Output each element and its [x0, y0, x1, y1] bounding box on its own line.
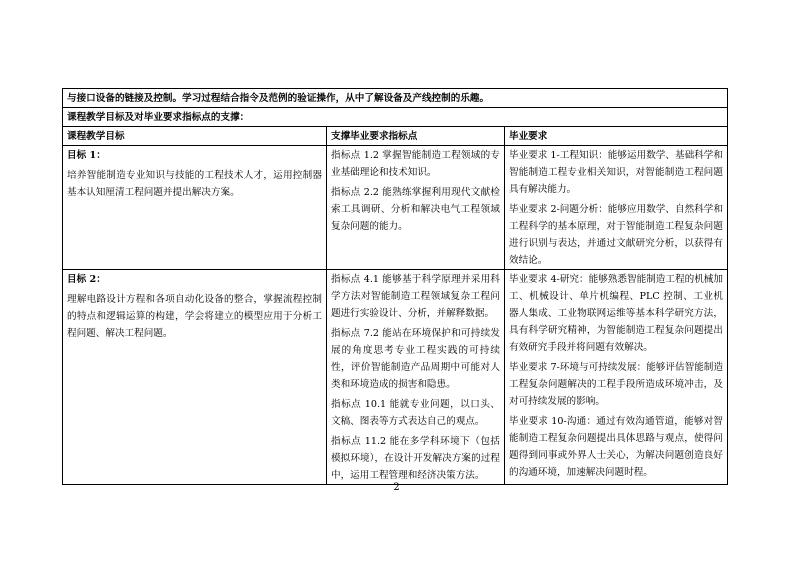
intro-row — [63, 89, 728, 108]
intro-text: 与接口设备的链接及控制。学习过程结合指令及范例的验证操作，从中了解设备及产线控制的乐趣。 — [63, 89, 728, 108]
header-goal: 课程教学目标 — [63, 127, 327, 146]
header-indicator: 支撑毕业要求指标点 — [327, 127, 505, 146]
section-title-row — [63, 108, 728, 127]
goal-text: 培养智能制造专业知识与技能的工程技术人才，运用控制器基本认知厘清工程问题并提出解决方案。 — [67, 170, 322, 198]
indicator-cell — [327, 146, 505, 270]
table-row — [63, 270, 728, 485]
page-number: 2 — [393, 482, 400, 493]
requirement-text: 毕业要求 2-问题分析：能够应用数学、自然科学和工程科学的基本原理，对于智能制造工程复杂问题进行识别与表达，并通过文献研究分析，以获得有效结论。 — [509, 204, 724, 266]
requirement-text: 毕业要求 7-环境与可持续发展：能够评估智能制造工程复杂问题解决的工程手段所造成环境冲击，及对可持续发展的影响。 — [509, 362, 724, 407]
indicator-text: 指标点 1.2 掌握智能制造工程领域的专业基础理论和技术知识。 — [331, 150, 500, 178]
indicator-text: 指标点 4.1 能够基于科学原理并采用科学方法对智能制造工程领域复杂工程问题进行实验设计、分析，并解释数据。 — [331, 274, 500, 319]
indicator-cell — [327, 270, 505, 485]
goal-title: 目标 1： — [67, 150, 106, 161]
indicator-text: 指标点 7.2 能站在环境保护和可持续发展的角度思考专业工程实践的可持续性，评价智能制造产品周期中可能对人类和环境造成的损害和隐患。 — [331, 328, 500, 390]
header-requirement: 毕业要求 — [505, 127, 728, 146]
table-header-row — [63, 127, 728, 146]
goal-text: 理解电路设计方程和各项自动化设备的整合，掌握流程控制的特点和逻辑运算的构建，学会将建立的模型应用于分析工程问题、解决工程问题。 — [67, 294, 322, 339]
requirement-cell — [505, 270, 728, 485]
goal-cell — [63, 270, 327, 485]
requirement-text: 毕业要求 10-沟通：通过有效沟通管道，能够对智能制造工程复杂问题提出具体思路与观点，使得问题得到同事或外界人士关心，为解决问题创造良好的沟通环境，加速解决问题时程。 — [509, 416, 724, 478]
indicator-text: 指标点 10.1 能就专业问题，以口头、文稿、图表等方式表达自己的观点。 — [331, 399, 500, 427]
indicator-text: 指标点 11.2 能在多学科环境下（包括模拟环境），在设计开发解决方案的过程中，运用工程管理和经济决策方法。 — [331, 436, 500, 481]
goal-cell — [63, 146, 327, 270]
indicator-text: 指标点 2.2 能熟练掌握利用现代文献检索工具调研、分析和解决电气工程领域复杂问题的能力。 — [331, 187, 500, 232]
table-row — [63, 146, 728, 270]
goal-title: 目标 2： — [67, 274, 106, 285]
requirement-text: 毕业要求 4-研究：能够熟悉智能制造工程的机械加工、机械设计、单片机编程、PLC 控制、工业机器人集成、工业物联网运维等基本科学研究方法，具有科学研究精神，为智能制造工程复杂问题提出有效研究手段并将问题有效解决。 — [509, 274, 724, 353]
objectives-table — [62, 88, 728, 485]
requirement-cell — [505, 146, 728, 270]
requirement-text: 毕业要求 1-工程知识：能够运用数学、基础科学和智能制造工程专业相关知识，对智能制造工程问题具有解决能力。 — [509, 150, 724, 195]
section-title: 课程教学目标及对毕业要求指标点的支撑： — [63, 108, 728, 127]
